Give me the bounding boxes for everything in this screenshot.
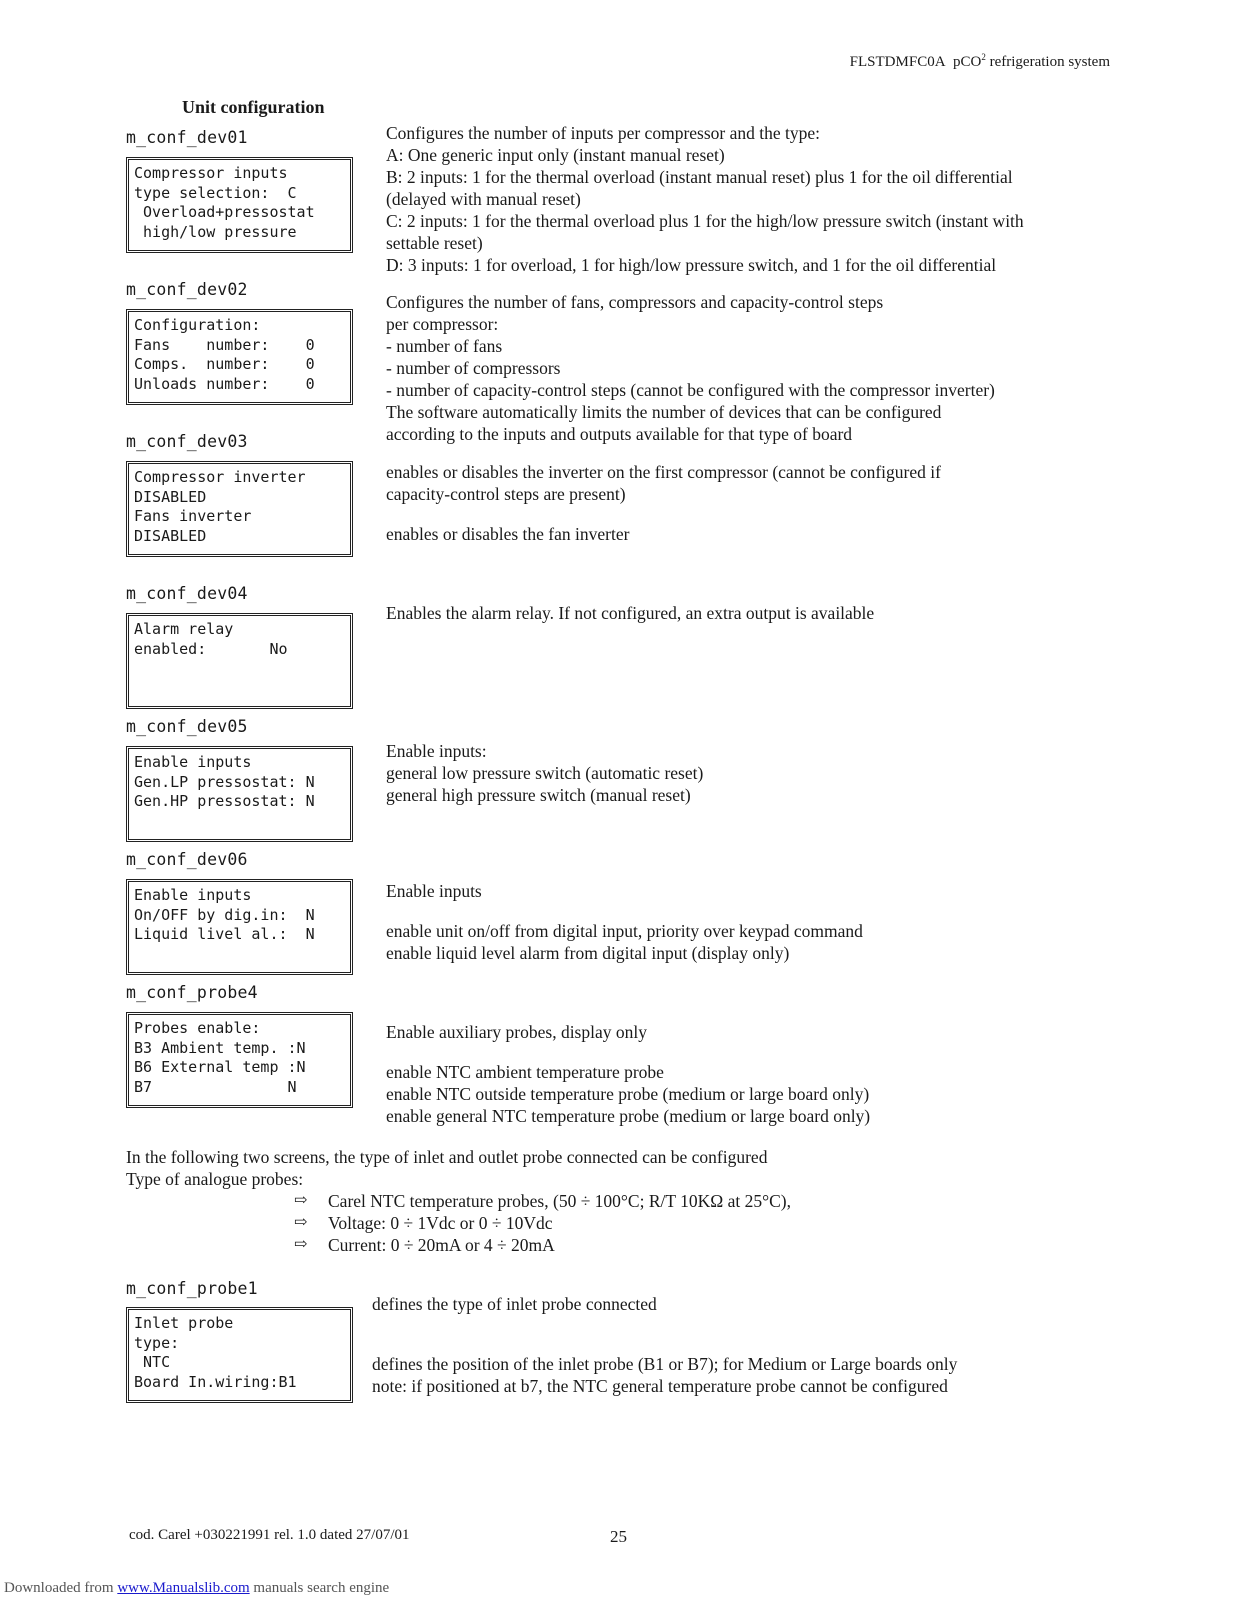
desc-line: A: One generic input only (instant manual reset)	[386, 145, 725, 165]
desc-spacer	[386, 1043, 870, 1061]
header-suffix: refrigeration system	[985, 54, 1110, 70]
screen-line: DISABLED	[134, 526, 207, 545]
desc-spacer	[372, 1334, 957, 1353]
screen-line: type selection: C	[134, 183, 297, 202]
screen-line: B3 Ambient temp. :N	[134, 1038, 306, 1057]
arrow-right-icon: ⇨	[294, 1236, 308, 1253]
desc-line: - number of capacity-control steps (cannot be configured with the compressor inverter)	[386, 380, 995, 400]
intro-block	[126, 1146, 767, 1190]
list-item-text: Current: 0 ÷ 20mA or 4 ÷ 20mA	[328, 1235, 555, 1255]
display-screen	[126, 309, 353, 405]
desc-line: general low pressure switch (automatic reset)	[386, 763, 704, 783]
desc-line: note: if positioned at b7, the NTC general temperature probe cannot be configured	[372, 1376, 948, 1396]
desc-spacer	[386, 505, 941, 523]
screen-line: Fans number: 0	[134, 335, 315, 354]
display-screen	[126, 1307, 353, 1403]
desc-line: enable general NTC temperature probe (medium or large board only)	[386, 1106, 871, 1126]
arrow-right-icon: ⇨	[294, 1192, 308, 1209]
manualslib-link[interactable]: www.Manualslib.com	[117, 1580, 250, 1596]
screen-line: Unloads number: 0	[134, 374, 315, 393]
mask-label: m_conf_dev04	[126, 584, 248, 603]
mask-description	[386, 461, 941, 545]
intro-line: Type of analogue probes:	[126, 1169, 304, 1189]
desc-line: B: 2 inputs: 1 for the thermal overload (instant manual reset) plus 1 for the oil differential	[386, 167, 1013, 187]
desc-line: enables or disables the inverter on the first compressor (cannot be configured if	[386, 462, 941, 482]
mask-description	[386, 602, 874, 624]
mask-label: m_conf_dev01	[126, 128, 248, 147]
screen-line	[134, 659, 347, 679]
desc-line: The software automatically limits the number of devices that can be configured	[386, 402, 942, 422]
screen-line	[134, 679, 347, 699]
screen-line: B6 External temp :N	[134, 1058, 306, 1076]
mask-label: m_conf_dev03	[126, 432, 248, 451]
section-title: Unit configuration	[182, 97, 325, 117]
screen-line: Comps. number: 0	[134, 355, 315, 373]
mask-description	[386, 291, 995, 445]
desc-line: - number of compressors	[386, 358, 561, 378]
mask-description	[386, 1021, 870, 1127]
screen-line: On/OFF by dig.in: N	[134, 905, 315, 924]
arrow-right-icon: ⇨	[294, 1214, 308, 1231]
mask-description	[386, 740, 703, 806]
mask-label: m_conf_probe4	[126, 983, 258, 1002]
screen-line: Overload+pressostat	[134, 203, 315, 221]
page-number: 25	[610, 1527, 627, 1546]
download-suffix: manuals search engine	[249, 1580, 390, 1596]
screen-line: Compressor inverter	[134, 468, 306, 486]
header-text: pCO	[953, 54, 982, 70]
screen-line: B7 N	[134, 1077, 297, 1096]
mask-label: m_conf_probe1	[126, 1279, 258, 1298]
screen-line: high/low pressure	[134, 222, 297, 241]
screen-line: DISABLED	[134, 487, 207, 506]
screen-line	[134, 812, 347, 832]
desc-line: per compressor:	[386, 314, 499, 334]
display-screen	[126, 157, 353, 253]
desc-line: (delayed with manual reset)	[386, 189, 581, 209]
download-credit	[4, 1580, 389, 1597]
download-prefix: Downloaded from	[4, 1580, 118, 1596]
list-item	[294, 1234, 791, 1256]
screen-line: type:	[134, 1333, 180, 1352]
desc-line: capacity-control steps are present)	[386, 484, 626, 504]
list-item	[294, 1190, 791, 1212]
desc-line: settable reset)	[386, 233, 483, 253]
desc-line: Enable inputs:	[386, 741, 487, 761]
desc-line: enable liquid level alarm from digital input (display only)	[386, 943, 790, 963]
display-screen	[126, 879, 353, 975]
screen-line: Inlet probe	[134, 1314, 234, 1332]
screen-line: Liquid livel al.: N	[134, 925, 315, 943]
desc-line: C: 2 inputs: 1 for the thermal overload plus 1 for the high/low pressure switch (instant with	[386, 211, 1024, 231]
screen-line: Gen.HP pressostat: N	[134, 792, 315, 810]
screen-line: enabled: No	[134, 639, 288, 658]
screen-line: Gen.LP pressostat: N	[134, 772, 315, 791]
screen-line: Board In.wiring:B1	[134, 1372, 297, 1391]
mask-label: m_conf_dev06	[126, 850, 248, 869]
desc-line: defines the type of inlet probe connected	[372, 1294, 657, 1314]
desc-line: enable unit on/off from digital input, priority over keypad command	[386, 921, 863, 941]
display-screen	[126, 746, 353, 842]
list-item-text: Carel NTC temperature probes, (50 ÷ 100°C; R/T 10KΩ at 25°C),	[328, 1191, 792, 1211]
desc-line: enable NTC ambient temperature probe	[386, 1062, 664, 1082]
screen-line	[134, 945, 347, 965]
screen-line: Alarm relay	[134, 620, 234, 638]
header-code: FLSTDMFC0A	[849, 54, 946, 70]
header-sup: 2	[981, 52, 986, 62]
desc-line: Configures the number of fans, compressors and capacity-control steps	[386, 292, 884, 312]
list-item	[294, 1212, 791, 1234]
desc-line: D: 3 inputs: 1 for overload, 1 for high/low pressure switch, and 1 for the oil differential	[386, 255, 997, 275]
probe-types-list	[294, 1190, 791, 1256]
desc-line: enables or disables the fan inverter	[386, 524, 630, 544]
screen-line: Enable inputs	[134, 753, 252, 771]
desc-line: Enable inputs	[386, 881, 482, 901]
desc-line: enable NTC outside temperature probe (medium or large board only)	[386, 1084, 870, 1104]
screen-line: Configuration:	[134, 316, 261, 334]
mask-description	[386, 122, 1024, 276]
desc-line: defines the position of the inlet probe (B1 or B7); for Medium or Large boards only	[372, 1354, 958, 1374]
screen-line: Fans inverter	[134, 507, 252, 525]
screen-line: Probes enable:	[134, 1019, 261, 1037]
mask-description	[372, 1293, 957, 1397]
mask-label: m_conf_dev05	[126, 717, 248, 736]
desc-line: Enable auxiliary probes, display only	[386, 1022, 647, 1042]
desc-line: Configures the number of inputs per compressor and the type:	[386, 123, 820, 143]
desc-line: Enables the alarm relay. If not configured, an extra output is available	[386, 603, 875, 623]
mask-description	[386, 880, 863, 964]
desc-spacer	[386, 902, 863, 920]
desc-spacer	[372, 1315, 957, 1334]
screen-line: NTC	[134, 1353, 171, 1371]
screen-line: Compressor inputs	[134, 164, 288, 182]
desc-line: - number of fans	[386, 336, 503, 356]
footer-code: cod. Carel +030221991 rel. 1.0 dated 27/07/01	[129, 1527, 410, 1543]
display-screen	[126, 1012, 353, 1108]
display-screen	[126, 613, 353, 709]
list-item-text: Voltage: 0 ÷ 1Vdc or 0 ÷ 10Vdc	[328, 1213, 553, 1233]
desc-line: general high pressure switch (manual reset)	[386, 785, 691, 805]
desc-line: according to the inputs and outputs available for that type of board	[386, 424, 853, 444]
display-screen	[126, 461, 353, 557]
intro-line: In the following two screens, the type of inlet and outlet probe connected can be configured	[126, 1147, 768, 1167]
screen-line: Enable inputs	[134, 886, 252, 904]
mask-label: m_conf_dev02	[126, 280, 248, 299]
page-header	[0, 52, 1110, 71]
